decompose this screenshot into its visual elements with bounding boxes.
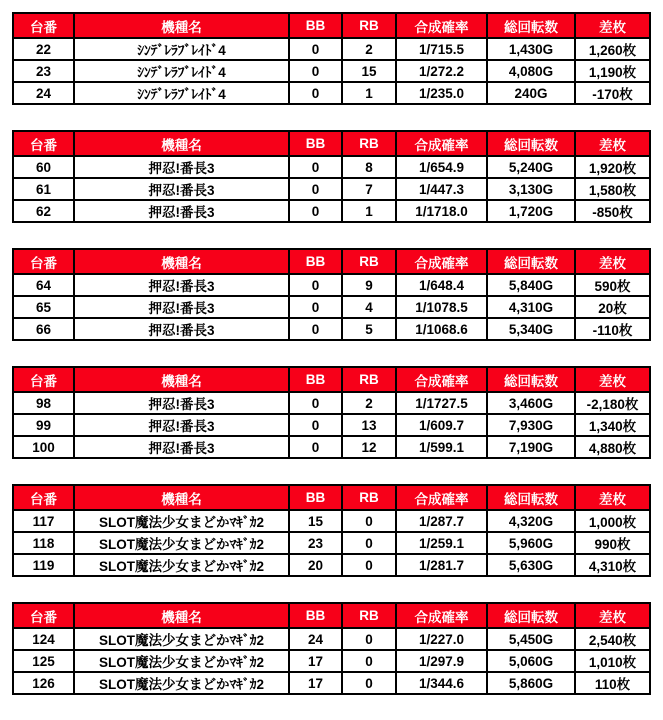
table-row (13, 628, 650, 650)
column-header-model-name: 機種名 (74, 485, 289, 510)
table-row (13, 200, 650, 222)
cell-bb: 20 (289, 554, 342, 576)
cell-rb: 1 (342, 200, 396, 222)
cell-bb: 17 (289, 650, 342, 672)
cell-machine-number: 24 (13, 82, 74, 104)
column-header-total-spins: 総回転数 (487, 131, 575, 156)
cell-combined-probability: 1/1727.5 (396, 392, 487, 414)
cell-machine-number: 60 (13, 156, 74, 178)
cell-medal-diff: 1,580枚 (575, 178, 650, 200)
cell-combined-probability: 1/1068.6 (396, 318, 487, 340)
column-header-bb: BB (289, 13, 342, 38)
table-row (13, 414, 650, 436)
cell-rb: 7 (342, 178, 396, 200)
cell-medal-diff: 1,340枚 (575, 414, 650, 436)
cell-bb: 0 (289, 82, 342, 104)
cell-rb: 2 (342, 392, 396, 414)
cell-bb: 0 (289, 38, 342, 60)
cell-combined-probability: 1/1078.5 (396, 296, 487, 318)
table-row (13, 82, 650, 104)
cell-machine-number: 99 (13, 414, 74, 436)
cell-total-spins: 240G (487, 82, 575, 104)
cell-total-spins: 3,460G (487, 392, 575, 414)
cell-machine-number: 22 (13, 38, 74, 60)
column-header-combined-probability: 合成確率 (396, 249, 487, 274)
cell-model-name: 押忍!番長3 (74, 296, 289, 318)
cell-medal-diff: 590枚 (575, 274, 650, 296)
cell-machine-number: 66 (13, 318, 74, 340)
cell-bb: 15 (289, 510, 342, 532)
machine-table-group-6 (12, 602, 651, 695)
cell-combined-probability: 1/287.7 (396, 510, 487, 532)
column-header-machine-number: 台番 (13, 603, 74, 628)
column-header-medal-diff: 差枚 (575, 131, 650, 156)
cell-combined-probability: 1/599.1 (396, 436, 487, 458)
cell-medal-diff: 20枚 (575, 296, 650, 318)
cell-machine-number: 118 (13, 532, 74, 554)
column-header-machine-number: 台番 (13, 249, 74, 274)
cell-bb: 17 (289, 672, 342, 694)
column-header-combined-probability: 合成確率 (396, 485, 487, 510)
column-header-combined-probability: 合成確率 (396, 603, 487, 628)
column-header-model-name: 機種名 (74, 603, 289, 628)
column-header-bb: BB (289, 367, 342, 392)
cell-model-name: ｼﾝﾃﾞﾚﾗﾌﾞﾚｲﾄﾞ4 (74, 60, 289, 82)
cell-total-spins: 1,720G (487, 200, 575, 222)
header-row (13, 367, 650, 392)
cell-medal-diff: 1,010枚 (575, 650, 650, 672)
table-row (13, 274, 650, 296)
column-header-medal-diff: 差枚 (575, 249, 650, 274)
column-header-bb: BB (289, 249, 342, 274)
cell-combined-probability: 1/447.3 (396, 178, 487, 200)
column-header-medal-diff: 差枚 (575, 603, 650, 628)
column-header-model-name: 機種名 (74, 249, 289, 274)
cell-bb: 0 (289, 178, 342, 200)
header-row (13, 131, 650, 156)
cell-combined-probability: 1/235.0 (396, 82, 487, 104)
column-header-combined-probability: 合成確率 (396, 131, 487, 156)
machine-tables-container (12, 12, 649, 695)
cell-medal-diff: 1,000枚 (575, 510, 650, 532)
table-row (13, 672, 650, 694)
cell-combined-probability: 1/272.2 (396, 60, 487, 82)
cell-combined-probability: 1/281.7 (396, 554, 487, 576)
cell-machine-number: 126 (13, 672, 74, 694)
cell-model-name: SLOT魔法少女まどかﾏｷﾞｶ2 (74, 532, 289, 554)
cell-medal-diff: -850枚 (575, 200, 650, 222)
cell-machine-number: 119 (13, 554, 74, 576)
cell-combined-probability: 1/227.0 (396, 628, 487, 650)
column-header-total-spins: 総回転数 (487, 603, 575, 628)
cell-medal-diff: 4,310枚 (575, 554, 650, 576)
column-header-total-spins: 総回転数 (487, 367, 575, 392)
cell-combined-probability: 1/609.7 (396, 414, 487, 436)
cell-rb: 0 (342, 672, 396, 694)
cell-bb: 24 (289, 628, 342, 650)
column-header-total-spins: 総回転数 (487, 249, 575, 274)
column-header-medal-diff: 差枚 (575, 485, 650, 510)
cell-model-name: ｼﾝﾃﾞﾚﾗﾌﾞﾚｲﾄﾞ4 (74, 38, 289, 60)
column-header-rb: RB (342, 249, 396, 274)
table-row (13, 436, 650, 458)
cell-total-spins: 3,130G (487, 178, 575, 200)
cell-total-spins: 4,310G (487, 296, 575, 318)
cell-medal-diff: 1,190枚 (575, 60, 650, 82)
cell-bb: 0 (289, 414, 342, 436)
cell-model-name: 押忍!番長3 (74, 178, 289, 200)
cell-machine-number: 61 (13, 178, 74, 200)
cell-rb: 15 (342, 60, 396, 82)
table-row (13, 392, 650, 414)
cell-machine-number: 98 (13, 392, 74, 414)
cell-rb: 8 (342, 156, 396, 178)
table-row (13, 38, 650, 60)
cell-model-name: 押忍!番長3 (74, 318, 289, 340)
table-row (13, 60, 650, 82)
column-header-machine-number: 台番 (13, 367, 74, 392)
cell-bb: 0 (289, 436, 342, 458)
cell-total-spins: 5,060G (487, 650, 575, 672)
cell-total-spins: 5,960G (487, 532, 575, 554)
cell-total-spins: 4,320G (487, 510, 575, 532)
cell-combined-probability: 1/654.9 (396, 156, 487, 178)
cell-machine-number: 23 (13, 60, 74, 82)
cell-combined-probability: 1/1718.0 (396, 200, 487, 222)
table-row (13, 554, 650, 576)
cell-machine-number: 62 (13, 200, 74, 222)
cell-bb: 0 (289, 60, 342, 82)
cell-bb: 23 (289, 532, 342, 554)
header-row (13, 485, 650, 510)
cell-model-name: ｼﾝﾃﾞﾚﾗﾌﾞﾚｲﾄﾞ4 (74, 82, 289, 104)
machine-table-group-2 (12, 130, 651, 223)
column-header-medal-diff: 差枚 (575, 13, 650, 38)
cell-medal-diff: -110枚 (575, 318, 650, 340)
header-row (13, 603, 650, 628)
column-header-total-spins: 総回転数 (487, 485, 575, 510)
cell-total-spins: 5,450G (487, 628, 575, 650)
cell-machine-number: 64 (13, 274, 74, 296)
cell-combined-probability: 1/297.9 (396, 650, 487, 672)
cell-combined-probability: 1/344.6 (396, 672, 487, 694)
cell-model-name: SLOT魔法少女まどかﾏｷﾞｶ2 (74, 650, 289, 672)
cell-combined-probability: 1/648.4 (396, 274, 487, 296)
header-row (13, 13, 650, 38)
cell-rb: 12 (342, 436, 396, 458)
cell-bb: 0 (289, 296, 342, 318)
cell-rb: 5 (342, 318, 396, 340)
table-row (13, 296, 650, 318)
cell-medal-diff: 4,880枚 (575, 436, 650, 458)
cell-medal-diff: 1,920枚 (575, 156, 650, 178)
cell-model-name: SLOT魔法少女まどかﾏｷﾞｶ2 (74, 510, 289, 532)
column-header-rb: RB (342, 131, 396, 156)
cell-total-spins: 1,430G (487, 38, 575, 60)
machine-table-group-5 (12, 484, 651, 577)
column-header-medal-diff: 差枚 (575, 367, 650, 392)
cell-rb: 0 (342, 554, 396, 576)
cell-total-spins: 5,340G (487, 318, 575, 340)
cell-combined-probability: 1/715.5 (396, 38, 487, 60)
cell-model-name: SLOT魔法少女まどかﾏｷﾞｶ2 (74, 672, 289, 694)
cell-rb: 9 (342, 274, 396, 296)
cell-model-name: 押忍!番長3 (74, 414, 289, 436)
cell-total-spins: 4,080G (487, 60, 575, 82)
column-header-combined-probability: 合成確率 (396, 13, 487, 38)
column-header-model-name: 機種名 (74, 13, 289, 38)
cell-bb: 0 (289, 392, 342, 414)
cell-model-name: 押忍!番長3 (74, 436, 289, 458)
cell-machine-number: 100 (13, 436, 74, 458)
table-row (13, 650, 650, 672)
machine-table-group-3 (12, 248, 651, 341)
column-header-rb: RB (342, 13, 396, 38)
cell-bb: 0 (289, 200, 342, 222)
column-header-model-name: 機種名 (74, 367, 289, 392)
cell-total-spins: 5,860G (487, 672, 575, 694)
column-header-rb: RB (342, 367, 396, 392)
cell-combined-probability: 1/259.1 (396, 532, 487, 554)
cell-bb: 0 (289, 156, 342, 178)
machine-table-group-1 (12, 12, 651, 105)
column-header-total-spins: 総回転数 (487, 13, 575, 38)
cell-rb: 4 (342, 296, 396, 318)
cell-rb: 0 (342, 510, 396, 532)
cell-medal-diff: -2,180枚 (575, 392, 650, 414)
column-header-rb: RB (342, 603, 396, 628)
cell-model-name: SLOT魔法少女まどかﾏｷﾞｶ2 (74, 628, 289, 650)
cell-rb: 1 (342, 82, 396, 104)
column-header-bb: BB (289, 131, 342, 156)
cell-machine-number: 117 (13, 510, 74, 532)
machine-table-group-4 (12, 366, 651, 459)
column-header-machine-number: 台番 (13, 485, 74, 510)
cell-machine-number: 124 (13, 628, 74, 650)
column-header-bb: BB (289, 485, 342, 510)
cell-total-spins: 5,630G (487, 554, 575, 576)
cell-medal-diff: 990枚 (575, 532, 650, 554)
table-row (13, 532, 650, 554)
cell-model-name: 押忍!番長3 (74, 156, 289, 178)
cell-total-spins: 7,930G (487, 414, 575, 436)
cell-medal-diff: 1,260枚 (575, 38, 650, 60)
table-row (13, 156, 650, 178)
cell-medal-diff: 2,540枚 (575, 628, 650, 650)
cell-rb: 13 (342, 414, 396, 436)
column-header-machine-number: 台番 (13, 131, 74, 156)
cell-total-spins: 5,840G (487, 274, 575, 296)
column-header-bb: BB (289, 603, 342, 628)
cell-medal-diff: -170枚 (575, 82, 650, 104)
cell-bb: 0 (289, 318, 342, 340)
column-header-rb: RB (342, 485, 396, 510)
cell-machine-number: 65 (13, 296, 74, 318)
cell-rb: 0 (342, 628, 396, 650)
cell-rb: 0 (342, 532, 396, 554)
cell-model-name: SLOT魔法少女まどかﾏｷﾞｶ2 (74, 554, 289, 576)
table-row (13, 318, 650, 340)
cell-rb: 2 (342, 38, 396, 60)
cell-total-spins: 5,240G (487, 156, 575, 178)
cell-model-name: 押忍!番長3 (74, 200, 289, 222)
header-row (13, 249, 650, 274)
cell-total-spins: 7,190G (487, 436, 575, 458)
cell-medal-diff: 110枚 (575, 672, 650, 694)
cell-machine-number: 125 (13, 650, 74, 672)
table-row (13, 178, 650, 200)
cell-bb: 0 (289, 274, 342, 296)
column-header-model-name: 機種名 (74, 131, 289, 156)
column-header-combined-probability: 合成確率 (396, 367, 487, 392)
cell-model-name: 押忍!番長3 (74, 392, 289, 414)
column-header-machine-number: 台番 (13, 13, 74, 38)
cell-rb: 0 (342, 650, 396, 672)
cell-model-name: 押忍!番長3 (74, 274, 289, 296)
table-row (13, 510, 650, 532)
